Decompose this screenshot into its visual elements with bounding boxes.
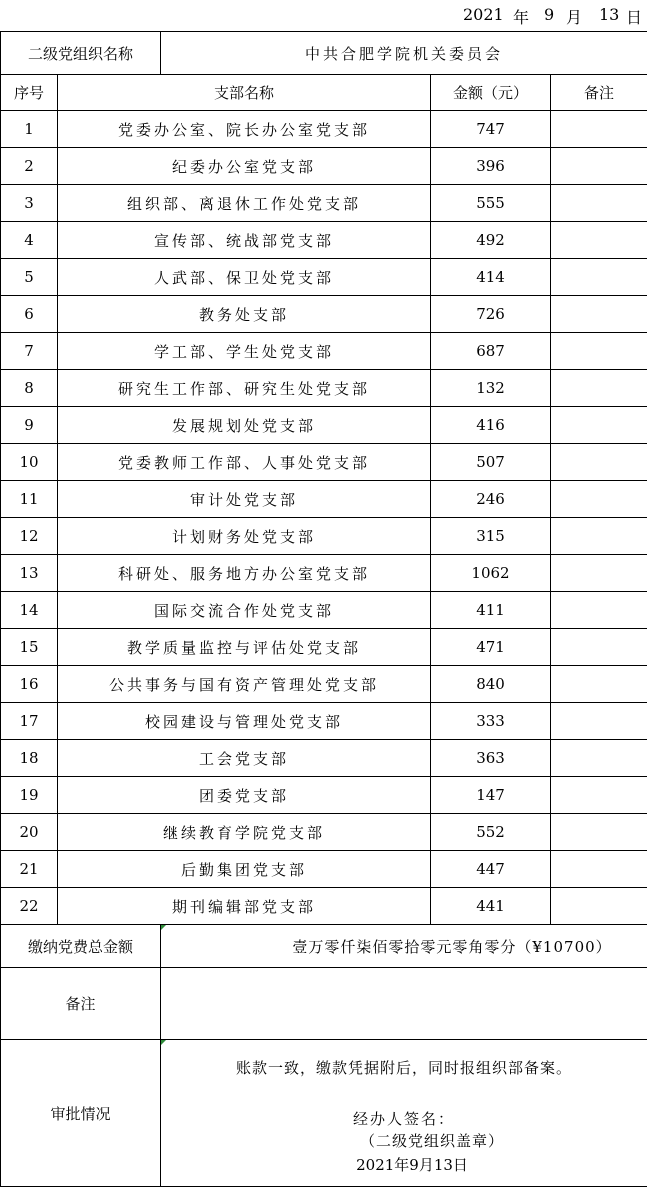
header-row	[1, 75, 647, 111]
table-row	[1, 777, 647, 814]
row-index: 22	[1, 888, 58, 925]
row-branch-name: 工会党支部	[58, 740, 431, 777]
row-index: 7	[1, 333, 58, 370]
row-amount: 687	[431, 333, 551, 370]
row-remark	[551, 296, 647, 333]
table-row	[1, 407, 647, 444]
table-row	[1, 148, 647, 185]
total-row	[1, 925, 647, 968]
row-amount: 552	[431, 814, 551, 851]
row-index: 12	[1, 518, 58, 555]
date-year-unit: 年	[513, 8, 530, 27]
row-amount: 315	[431, 518, 551, 555]
approval-seal: （二级党组织盖章）	[360, 1132, 505, 1150]
row-index: 18	[1, 740, 58, 777]
row-index: 20	[1, 814, 58, 851]
row-remark	[551, 851, 647, 888]
table-row	[1, 259, 647, 296]
date-day: 13	[599, 5, 620, 24]
row-index: 9	[1, 407, 58, 444]
row-amount: 416	[431, 407, 551, 444]
row-amount: 132	[431, 370, 551, 407]
row-amount: 447	[431, 851, 551, 888]
row-index: 14	[1, 592, 58, 629]
row-branch-name: 人武部、保卫处党支部	[58, 259, 431, 296]
date-month-unit: 月	[566, 8, 583, 27]
row-branch-name: 科研处、服务地方办公室党支部	[58, 555, 431, 592]
table-row	[1, 629, 647, 666]
row-amount: 411	[431, 592, 551, 629]
date-year: 2021	[463, 5, 504, 24]
row-index: 17	[1, 703, 58, 740]
row-remark	[551, 111, 647, 148]
row-amount: 441	[431, 888, 551, 925]
row-branch-name: 期刊编辑部党支部	[58, 888, 431, 925]
row-remark	[551, 185, 647, 222]
row-amount: 747	[431, 111, 551, 148]
row-remark	[551, 740, 647, 777]
row-remark	[551, 814, 647, 851]
table-row	[1, 111, 647, 148]
branch-rows	[1, 111, 647, 925]
row-branch-name: 党委办公室、院长办公室党支部	[58, 111, 431, 148]
table-row	[1, 555, 647, 592]
row-branch-name: 公共事务与国有资产管理处党支部	[58, 666, 431, 703]
row-index: 10	[1, 444, 58, 481]
approval-date: 2021年9月13日	[356, 1156, 468, 1174]
row-amount: 246	[431, 481, 551, 518]
row-index: 21	[1, 851, 58, 888]
row-amount: 726	[431, 296, 551, 333]
row-remark	[551, 777, 647, 814]
row-remark	[551, 481, 647, 518]
remark-value[interactable]	[161, 968, 647, 1040]
table-row	[1, 185, 647, 222]
form-date	[0, 0, 647, 31]
row-branch-name: 后勤集团党支部	[58, 851, 431, 888]
row-index: 3	[1, 185, 58, 222]
org-row	[1, 32, 647, 75]
row-branch-name: 继续教育学院党支部	[58, 814, 431, 851]
row-remark	[551, 666, 647, 703]
row-branch-name: 党委教师工作部、人事处党支部	[58, 444, 431, 481]
row-index: 15	[1, 629, 58, 666]
row-amount: 333	[431, 703, 551, 740]
row-amount: 363	[431, 740, 551, 777]
row-branch-name: 校园建设与管理处党支部	[58, 703, 431, 740]
row-amount: 507	[431, 444, 551, 481]
row-branch-name: 教学质量监控与评估处党支部	[58, 629, 431, 666]
approval-row	[1, 1040, 647, 1187]
table-row	[1, 703, 647, 740]
row-remark	[551, 259, 647, 296]
row-remark	[551, 148, 647, 185]
fee-table	[0, 31, 647, 1187]
row-branch-name: 宣传部、统战部党支部	[58, 222, 431, 259]
cell-marker	[161, 925, 166, 930]
org-name: 中共合肥学院机关委员会	[161, 32, 647, 75]
table-row	[1, 814, 647, 851]
row-amount: 414	[431, 259, 551, 296]
row-index: 16	[1, 666, 58, 703]
row-branch-name: 纪委办公室党支部	[58, 148, 431, 185]
row-index: 11	[1, 481, 58, 518]
total-amount-text: 壹万零仟柒佰零拾零元零角零分（¥10700）	[292, 937, 612, 956]
row-branch-name: 审计处党支部	[58, 481, 431, 518]
total-value	[161, 925, 647, 968]
row-remark	[551, 407, 647, 444]
approval-statement: 账款一致，缴款凭据附后，同时报组织部备案。	[236, 1059, 573, 1077]
row-remark	[551, 629, 647, 666]
row-branch-name: 组织部、离退休工作处党支部	[58, 185, 431, 222]
row-branch-name: 教务处支部	[58, 296, 431, 333]
table-row	[1, 444, 647, 481]
table-row	[1, 851, 647, 888]
table-row	[1, 888, 647, 925]
cell-marker	[161, 1040, 166, 1045]
row-branch-name: 计划财务处党支部	[58, 518, 431, 555]
row-branch-name: 发展规划处党支部	[58, 407, 431, 444]
header-index: 序号	[1, 75, 58, 111]
row-amount: 396	[431, 148, 551, 185]
table-row	[1, 222, 647, 259]
row-remark	[551, 444, 647, 481]
row-amount: 1062	[431, 555, 551, 592]
row-amount: 147	[431, 777, 551, 814]
row-branch-name: 研究生工作部、研究生处党支部	[58, 370, 431, 407]
row-remark	[551, 592, 647, 629]
table-row	[1, 296, 647, 333]
approval-label: 审批情况	[1, 1040, 161, 1187]
row-index: 6	[1, 296, 58, 333]
row-index: 4	[1, 222, 58, 259]
header-remark: 备注	[551, 75, 647, 111]
row-index: 19	[1, 777, 58, 814]
table-row	[1, 481, 647, 518]
table-row	[1, 518, 647, 555]
row-amount: 555	[431, 185, 551, 222]
remark-label: 备注	[1, 968, 161, 1040]
header-amount: 金额（元）	[431, 75, 551, 111]
date-day-unit: 日	[626, 8, 643, 27]
header-branch: 支部名称	[58, 75, 431, 111]
row-remark	[551, 518, 647, 555]
table-row	[1, 333, 647, 370]
row-remark	[551, 333, 647, 370]
row-remark	[551, 222, 647, 259]
row-remark	[551, 888, 647, 925]
approval-signer: 经办人签名：	[353, 1110, 456, 1128]
row-index: 1	[1, 111, 58, 148]
table-row	[1, 740, 647, 777]
row-index: 2	[1, 148, 58, 185]
date-month: 9	[544, 5, 555, 24]
total-label: 缴纳党费总金额	[1, 925, 161, 968]
row-amount: 840	[431, 666, 551, 703]
row-branch-name: 国际交流合作处党支部	[58, 592, 431, 629]
org-label: 二级党组织名称	[1, 32, 161, 75]
row-amount: 471	[431, 629, 551, 666]
row-branch-name: 学工部、学生处党支部	[58, 333, 431, 370]
row-index: 13	[1, 555, 58, 592]
approval-content	[161, 1040, 647, 1187]
table-row	[1, 666, 647, 703]
row-remark	[551, 555, 647, 592]
row-index: 8	[1, 370, 58, 407]
table-row	[1, 592, 647, 629]
row-remark	[551, 370, 647, 407]
row-branch-name: 团委党支部	[58, 777, 431, 814]
table-row	[1, 370, 647, 407]
row-amount: 492	[431, 222, 551, 259]
remark-row	[1, 968, 647, 1040]
row-remark	[551, 703, 647, 740]
row-index: 5	[1, 259, 58, 296]
